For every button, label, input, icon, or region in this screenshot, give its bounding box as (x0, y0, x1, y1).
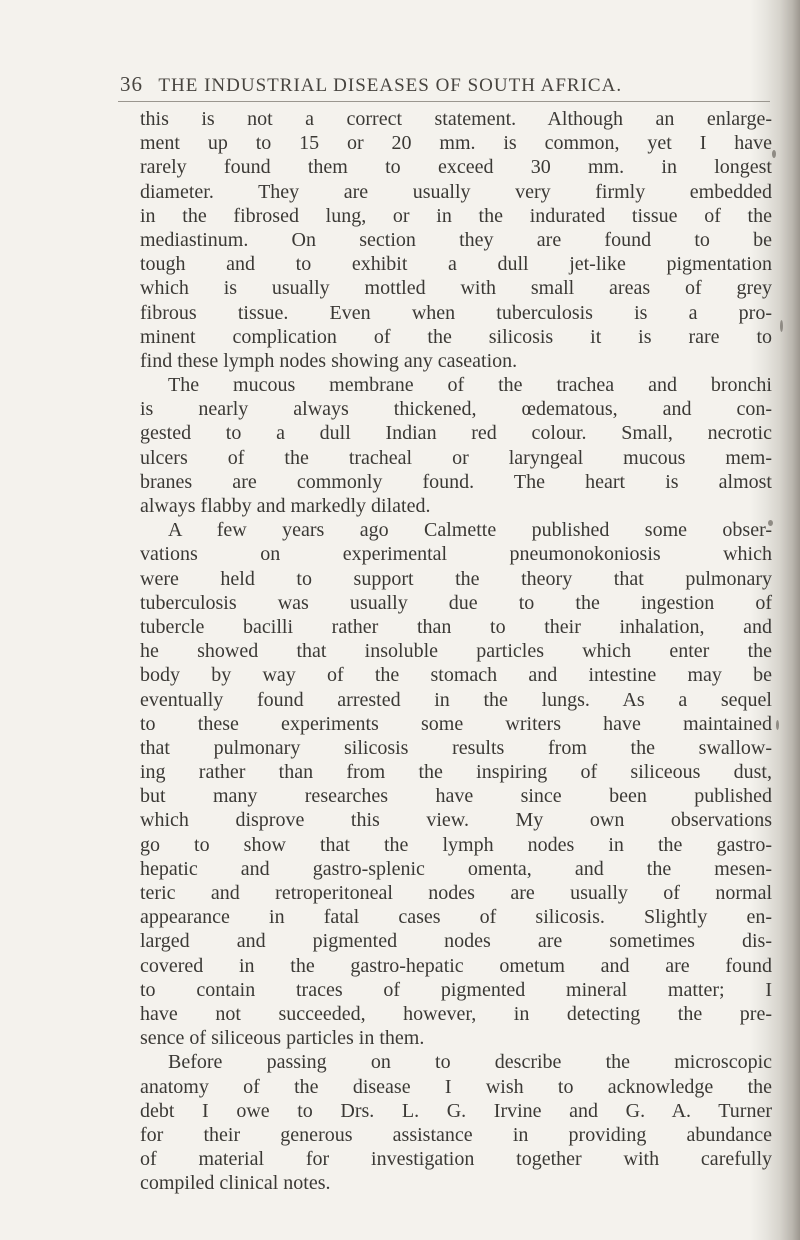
text-line: were held to support the theory that pulmonary (140, 567, 772, 590)
text-line: he showed that insoluble particles which enter the (140, 640, 772, 663)
text-line: tubercle bacilli rather than to their inhalation, and (140, 615, 772, 638)
text-line: vations on experimental pneumonokoniosis which (140, 543, 772, 566)
text-line: anatomy of the disease I wish to acknowledge the (140, 1075, 772, 1098)
text-line: body by way of the stomach and intestine may be (140, 664, 772, 687)
text-line: A few years ago Calmette published some obser- (168, 519, 772, 542)
text-line: eventually found arrested in the lungs. As a sequel (140, 688, 772, 711)
paper-fleck (780, 320, 783, 332)
text-line: ulcers of the tracheal or laryngeal mucous mem- (140, 446, 772, 469)
text-line: of material for investigation together with carefully (140, 1148, 772, 1171)
text-line: is nearly always thickened, œdematous, and con- (140, 398, 772, 421)
paper-fleck (776, 720, 779, 730)
text-line: tuberculosis was usually due to the ingestion of (140, 591, 772, 614)
text-line: minent complication of the silicosis it is rare to (140, 325, 772, 348)
text-line: ing rather than from the inspiring of siliceous dust, (140, 761, 772, 784)
text-line: in the fibrosed lung, or in the indurated tissue of the (140, 204, 772, 227)
text-line: debt I owe to Drs. L. G. Irvine and G. A. Turner (140, 1099, 772, 1122)
text-line: always flabby and markedly dilated. (140, 495, 431, 517)
text-line: teric and retroperitoneal nodes are usually of normal (140, 882, 772, 904)
text-line: branes are commonly found. The heart is almost (140, 470, 772, 493)
text-line: have not succeeded, however, in detecting the pre- (140, 1002, 772, 1025)
text-line: gested to a dull Indian red colour. Small, necrotic (140, 422, 772, 445)
page-number: 36 (120, 72, 143, 96)
text-line: that pulmonary silicosis results from the swallow- (140, 736, 772, 759)
text-line: which is usually mottled with small areas of grey (140, 277, 772, 300)
text-line: this is not a correct statement. Although an enlarge- (140, 108, 772, 130)
text-line: go to show that the lymph nodes in the gastro- (140, 833, 772, 856)
text-line: compiled clinical notes. (140, 1172, 331, 1195)
text-line: for their generous assistance in providing abundance (140, 1123, 772, 1146)
text-line: diameter. They are usually very firmly embedded (140, 180, 772, 203)
text-line: fibrous tissue. Even when tuberculosis is a pro- (140, 301, 772, 324)
text-line: The mucous membrane of the trachea and bronchi (168, 374, 772, 397)
text-line: which disprove this view. My own observations (140, 809, 772, 832)
text-line: but many researches have since been published (140, 785, 772, 808)
header-rule (118, 101, 770, 102)
running-head (120, 72, 760, 97)
body-text (140, 107, 772, 1195)
paper-fleck (772, 150, 776, 158)
text-line: appearance in fatal cases of silicosis. Slightly en- (140, 906, 772, 929)
text-line: find these lymph nodes showing any caseation. (140, 349, 518, 372)
text-line: to contain traces of pigmented mineral matter; I (140, 978, 772, 1001)
text-line: tough and to exhibit a dull jet-like pigmentation (140, 253, 772, 276)
text-line: larged and pigmented nodes are sometimes dis- (140, 930, 772, 953)
text-line: sence of siliceous particles in them. (140, 1027, 425, 1050)
text-line: mediastinum. On section they are found to be (140, 228, 772, 251)
text-line: rarely found them to exceed 30 mm. in longest (140, 156, 772, 179)
text-line: hepatic and gastro-splenic omenta, and the mesen- (140, 857, 772, 880)
text-line: covered in the gastro-hepatic ometum and are found (140, 954, 772, 977)
text-line: Before passing on to describe the microscopic (168, 1051, 772, 1074)
text-line: to these experiments some writers have maintained (140, 712, 772, 735)
text-line: ment up to 15 or 20 mm. is common, yet I have (140, 132, 772, 155)
running-title: THE INDUSTRIAL DISEASES OF SOUTH AFRICA. (158, 75, 623, 96)
